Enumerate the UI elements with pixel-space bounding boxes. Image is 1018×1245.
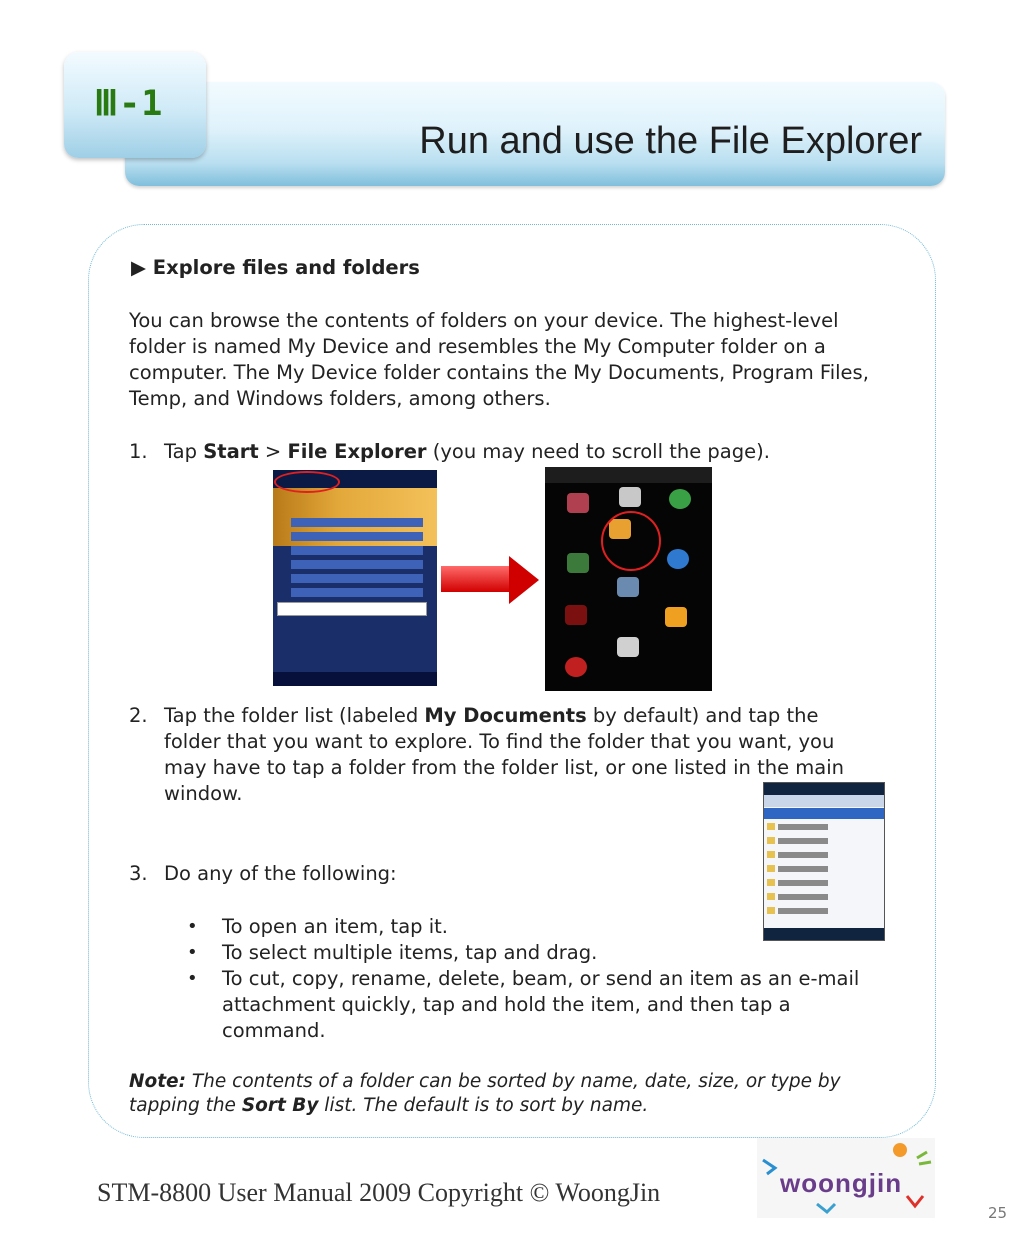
step2-line: Tap the folder list (labeled My Documents by default) and tap the (164, 704, 819, 727)
today-screen-screenshot (273, 470, 437, 686)
bullet-item: command. (222, 1019, 326, 1042)
footer-copyright: STM-8800 User Manual 2009 Copyright © WoongJin (97, 1178, 661, 1207)
page-number: 25 (988, 1204, 1008, 1222)
bullet-icon: • (187, 916, 198, 937)
step2-line: may have to tap a folder from the folder list, or one listed in the main (164, 756, 844, 779)
step-number: 3. (129, 862, 148, 885)
step1-text: Tap Start > File Explorer (you may need to scroll the page). (164, 440, 770, 463)
step2-line: window. (164, 782, 243, 805)
bullet-item: To open an item, tap it. (222, 915, 448, 938)
note-line: Note: The contents of a folder can be sorted by name, date, size, or type by (129, 1071, 841, 1092)
bullet-item: To cut, copy, rename, delete, beam, or send an item as an e-mail (222, 967, 860, 990)
intro-line: Temp, and Windows folders, among others. (129, 387, 551, 410)
start-menu-screenshot (545, 467, 712, 691)
note-line: tapping the Sort By list. The default is to sort by name. (129, 1095, 649, 1116)
intro-line: folder is named My Device and resembles the My Computer folder on a (129, 335, 826, 358)
section-heading: ▶ Explore files and folders (131, 256, 420, 279)
bullet-icon: • (187, 942, 198, 963)
bullet-item: To select multiple items, tap and drag. (222, 941, 598, 964)
arrow-icon (441, 566, 511, 592)
step-number: 1. (129, 440, 148, 463)
arrow-head-icon (509, 556, 539, 604)
triangle-icon: ▶ (131, 256, 146, 279)
intro-line: computer. The My Device folder contains the My Documents, Program Files, (129, 361, 869, 384)
step3-text: Do any of the following: (164, 862, 397, 885)
step2-line: folder that you want to explore. To find the folder that you want, you (164, 730, 835, 753)
file-explorer-highlight (601, 511, 661, 571)
page-title: Run and use the File Explorer (419, 120, 922, 162)
bullet-item: attachment quickly, tap and hold the item, and then tap a (222, 993, 791, 1016)
section-number: Ⅲ-1 (94, 84, 164, 124)
bullet-icon: • (187, 968, 198, 989)
logo-text: woongjin (780, 1168, 903, 1198)
file-explorer-screenshot (763, 782, 885, 941)
start-highlight (274, 471, 340, 493)
step-number: 2. (129, 704, 148, 727)
intro-line: You can browse the contents of folders on your device. The highest-level (129, 309, 839, 332)
